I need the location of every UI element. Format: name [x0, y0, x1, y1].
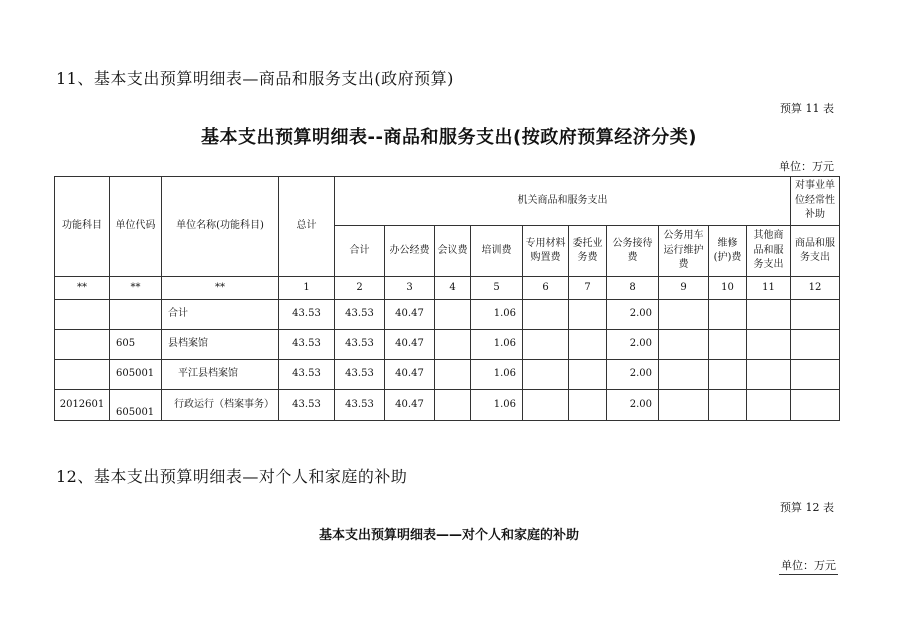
index-cell: 6 [523, 277, 569, 300]
cell-unit-code: 605001 [110, 360, 162, 390]
cell-unit-code: 605 [110, 330, 162, 360]
header-function-subject: 功能科目 [55, 177, 110, 277]
cell-unit-name: 县档案馆 [162, 330, 279, 360]
header-commissioned-business: 委托业务费 [569, 226, 607, 277]
cell-repair-fees [709, 390, 747, 421]
cell-training-fees: 1.06 [471, 360, 523, 390]
cell-total: 43.53 [279, 330, 335, 360]
cell-office-expenses: 40.47 [385, 360, 435, 390]
section-11-unit: 单位：万元 [779, 160, 834, 173]
header-group-institution-subsidy: 对事业单位经常性补助 [791, 177, 840, 226]
cell-special-materials [523, 360, 569, 390]
cell-subsidy-goods-services [791, 360, 840, 390]
cell-repair-fees [709, 330, 747, 360]
cell-vehicle-maintenance [659, 390, 709, 421]
section-11-title: 基本支出预算明细表--商品和服务支出(按政府预算经济分类) [201, 127, 697, 148]
column-index-row [55, 277, 840, 300]
index-cell: 4 [435, 277, 471, 300]
cell-total: 43.53 [279, 300, 335, 330]
cell-subsidy-goods-services [791, 300, 840, 330]
cell-office-expenses: 40.47 [385, 330, 435, 360]
index-cell: 3 [385, 277, 435, 300]
cell-function-subject: 2012601 [55, 390, 110, 421]
header-special-materials: 专用材料购置费 [523, 226, 569, 277]
cell-office-expenses: 40.47 [385, 300, 435, 330]
goods-services-expenditure-table [54, 176, 840, 421]
header-group-organization-goods-services: 机关商品和服务支出 [335, 177, 791, 226]
header-repair-fees: 维修(护)费 [709, 226, 747, 277]
index-cell: 8 [607, 277, 659, 300]
cell-subsidy-goods-services [791, 390, 840, 421]
cell-special-materials [523, 390, 569, 421]
header-training-fees: 培训费 [471, 226, 523, 277]
cell-training-fees: 1.06 [471, 330, 523, 360]
index-cell: 1 [279, 277, 335, 300]
cell-subtotal: 43.53 [335, 330, 385, 360]
cell-subtotal: 43.53 [335, 360, 385, 390]
index-cell: 5 [471, 277, 523, 300]
table-row [55, 360, 840, 390]
section-12-unit: 单位：万元 [779, 557, 838, 575]
index-cell: 2 [335, 277, 385, 300]
header-official-reception: 公务接待费 [607, 226, 659, 277]
table-row [55, 300, 840, 330]
header-office-expenses: 办公经费 [385, 226, 435, 277]
cell-special-materials [523, 330, 569, 360]
header-meeting-fees: 会议费 [435, 226, 471, 277]
section-12-table-number: 预算 12 表 [780, 501, 834, 514]
cell-other-goods-services [747, 390, 791, 421]
cell-subtotal: 43.53 [335, 300, 385, 330]
cell-training-fees: 1.06 [471, 390, 523, 421]
header-subsidy-goods-services: 商品和服务支出 [791, 226, 840, 277]
header-other-goods-services: 其他商品和服务支出 [747, 226, 791, 277]
header-unit-name: 单位名称(功能科目) [162, 177, 279, 277]
cell-meeting-fees [435, 330, 471, 360]
section-12-heading: 12、基本支出预算明细表—对个人和家庭的补助 [56, 467, 408, 486]
header-subtotal: 合计 [335, 226, 385, 277]
cell-vehicle-maintenance [659, 330, 709, 360]
cell-vehicle-maintenance [659, 300, 709, 330]
cell-commissioned-business [569, 330, 607, 360]
cell-subsidy-goods-services [791, 330, 840, 360]
cell-total: 43.53 [279, 390, 335, 421]
cell-commissioned-business [569, 360, 607, 390]
header-vehicle-maintenance: 公务用车运行维护费 [659, 226, 709, 277]
section-12-title: 基本支出预算明细表——对个人和家庭的补助 [318, 528, 579, 543]
section-11-heading: 11、基本支出预算明细表—商品和服务支出(政府预算) [56, 69, 454, 88]
cell-unit-name: 合计 [162, 300, 279, 330]
section-11-table-number: 预算 11 表 [780, 102, 834, 115]
cell-commissioned-business [569, 390, 607, 421]
cell-other-goods-services [747, 360, 791, 390]
cell-function-subject [55, 300, 110, 330]
cell-function-subject [55, 330, 110, 360]
cell-other-goods-services [747, 300, 791, 330]
cell-official-reception: 2.00 [607, 330, 659, 360]
cell-other-goods-services [747, 330, 791, 360]
cell-subtotal: 43.53 [335, 390, 385, 421]
cell-unit-code [110, 300, 162, 330]
cell-vehicle-maintenance [659, 360, 709, 390]
index-cell: 9 [659, 277, 709, 300]
cell-official-reception: 2.00 [607, 360, 659, 390]
cell-unit-code: 605001 [110, 390, 162, 421]
cell-official-reception: 2.00 [607, 300, 659, 330]
cell-office-expenses: 40.47 [385, 390, 435, 421]
table-row [55, 390, 840, 421]
cell-commissioned-business [569, 300, 607, 330]
cell-special-materials [523, 300, 569, 330]
cell-meeting-fees [435, 360, 471, 390]
cell-unit-name: 平江县档案馆 [162, 360, 279, 390]
header-unit-code: 单位代码 [110, 177, 162, 277]
cell-total: 43.53 [279, 360, 335, 390]
index-cell: 7 [569, 277, 607, 300]
cell-meeting-fees [435, 390, 471, 421]
index-cell: 10 [709, 277, 747, 300]
cell-official-reception: 2.00 [607, 390, 659, 421]
cell-repair-fees [709, 360, 747, 390]
cell-unit-name: 行政运行（档案事务） [162, 390, 279, 421]
cell-meeting-fees [435, 300, 471, 330]
cell-repair-fees [709, 300, 747, 330]
index-cell: ** [162, 277, 279, 300]
index-cell: ** [55, 277, 110, 300]
index-cell: ** [110, 277, 162, 300]
cell-function-subject [55, 360, 110, 390]
index-cell: 12 [791, 277, 840, 300]
table-row [55, 330, 840, 360]
index-cell: 11 [747, 277, 791, 300]
cell-training-fees: 1.06 [471, 300, 523, 330]
header-total: 总计 [279, 177, 335, 277]
